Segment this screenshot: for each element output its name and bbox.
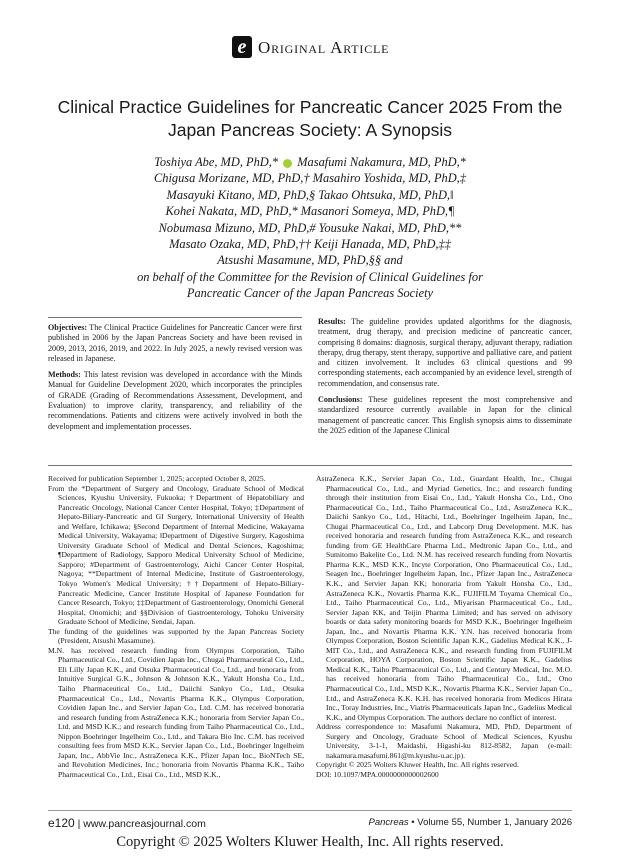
author-line: Chigusa Morizane, MD, PhD,† Masahiro Yoshida, MD, PhD,‡ <box>154 171 466 186</box>
author-line: Atsushi Masamune, MD, PhD,§§ and <box>217 253 403 268</box>
journal-issue: • Volume 55, Number 1, January 2026 <box>411 817 572 828</box>
footer-left <box>48 816 206 830</box>
objectives-text: The Clinical Practice Guidelines for Pancreatic Cancer were first published in 2006 by the Japan Pancreas Society and have been revised in 2009, 2013, 2016, 2019, and 2022. In July 2025, a newly revised version was released in Japanese. <box>48 323 302 363</box>
article-type-label: Original Article <box>258 38 390 57</box>
footnote-copyright: Copyright © 2025 Wolters Kluwer Health, Inc. All rights reserved. <box>316 760 519 770</box>
author-line <box>60 154 560 170</box>
author-line: Nobumasa Mizuno, MD, PhD,# Yousuke Nakai, MD, PhD,** <box>158 220 462 235</box>
footer-right <box>369 817 572 828</box>
journal-website-link[interactable]: www.pancreasjournal.com <box>83 818 206 830</box>
abstract-right-column <box>318 317 572 442</box>
footer-separator: | <box>77 818 81 830</box>
footnote-affiliations: From the *Department of Surgery and Oncology, Graduate School of Medical Sciences, Kyushu University, Fukuoka; †Department of Hepatobiliary and Pancreatic Oncology, National Cancer Center Hospital, Tokyo; ‡Department of Hepato-Biliary-Pancreatic and GI Surgery, International University of Health and Welfare, Ichikawa; §Second Department of Internal Medicine, Wakayama Medical University, Wakayama; ‖Department of Digestive Surgery, Kagoshima University Graduate School of Medical and Dental Sciences, Kagoshima; ¶Department of Radiology, Sapporo Medical University School of Medicine, Sapporo; #Department of Gastroenterology, Aichi Cancer Center Hospital, Nagoya; **Department of Internal Medicine, Institute of Gastroenterology, Tokyo Women's Medical University; ††Department of Hepato-Biliary-Pancreatic Medicine, Cancer Institute Hospital of Japanese Foundation for Cancer Research, Tokyo; ‡‡Department of Gastroenterology, Onomichi General Hospital, Onomichi; and §§Division of Gastroenterology, Tohoku University Graduate School of Medicine, Sendai, Japan. <box>48 483 304 627</box>
footnotes-left-column <box>48 474 304 780</box>
author-line: Kohei Nakata, MD, PhD,* Masanori Someya, MD, PhD,¶ <box>165 204 455 219</box>
footnote-disclosures: M.N. has received research funding from Olympus Corporation, Taiho Pharmaceutical Co., Ltd., Covidien Japan Inc., Chugai Pharmaceutical Co., Ltd., Eli Lilly Japan K.K., and Otsuka Pharmaceutical Co., Ltd., and honoraria from Intuitive Surgical G.K., Johnson & Johnson K.K., Yakult Honsha Co., Ltd., Taiho Pharmaceutical Co., Ltd., Daiichi Sankyo Co., Ltd., Otsuka Pharmaceutical Co., Ltd., Novartis Pharma K.K., Olympus Corporation, Covidien Japan Inc., and Servier Japan Co., Ltd. C.M. has received honoraria and research funding from AstraZeneca K.K.; honoraria from Servier Japan Co., Ltd. and MSD K.K.; and research funding from Taiho Pharmaceutical Co., Ltd., Nippon Boehringer Ingelheim Co., Ltd., and Takara Bio Inc. C.M. has received consulting fees from MSD K.K., Servier Japan Co., Ltd., Boehringer Ingelheim Japan, Inc., AbbVie Inc., AstraZeneca K.K., Pfizer Japan Inc., BioNTech SE, and Revolution Medicines, Inc.; honoraria from Novartis Pharma K.K., Taiho Pharmaceutical Co., Ltd., Eisai Co., Ltd., MSD K.K., <box>48 645 304 779</box>
abstract-top-rule <box>48 317 302 318</box>
orcid-icon[interactable] <box>283 159 292 168</box>
footnote-separator <box>48 465 572 466</box>
results-text: The guideline provides updated algorithms for the diagnosis, treatment, drug therapy, and precision medicine of pancreatic cancer, comprising 8 domains: diagnosis, surgical therapy, adjuvant therapy, radiation therapy, drug therapy, stent therapy, supportive and palliative care, and patient and citizen involvement. It includes 63 clinical questions and 99 corresponding statements, each accompanied by an evidence level, strength of recommendation, and consensus rate. <box>318 317 572 388</box>
methods-label: Methods: <box>48 370 81 380</box>
footnote-disclosures-continued: AstraZeneca K.K., Servier Japan Co., Ltd., Guardant Health, Inc., Chugai Pharmaceutical Co., Ltd., and Myriad Genetics, Inc.; and research funding through their institution from Eisai Co., Ltd., Yakult Honsha Co., Ltd., Ono Pharmaceutical Co., Ltd., Taiho Pharmaceutical Co., Ltd., AstraZeneca K.K., Daiichi Sankyo Co., Ltd., Hitachi, Ltd., Boehringer Ingelheim Japan, Inc., Chugai Pharmaceutical Co., Ltd., and Labcorp Drug Development. M.K. has received honoraria and research funding from AstraZeneca K.K., and research funding from GE HealthCare Pharma Ltd., Medtronic Japan Co., Ltd., and Sumitomo Bakelite Co., Ltd. N.M. has received research funding from Novartis Pharma K.K., MSD K.K., Incyte Corporation, Ono Pharmaceutical Co., Ltd., Seagen Inc., Boehringer Ingelheim Japan, Inc., Pfizer Japan Inc., AstraZeneca K.K., and Servier Japan KK; honoraria from Yakult Honsha Co., Ltd., AstraZeneca K.K., Novartis Pharma K.K., FUJIFILM Toyama Chemical Co., Ltd., Taiho Pharmaceutical Co., Ltd., Miyarisan Pharmaceutical Co., Ltd., Servier Japan KK, and Teijin Pharma Limited; and has served on advisory boards or data safety monitoring boards for MSD K.K., Boehringer Ingelheim Japan, Inc., and Novartis Pharma K.K. Y.N. has received honoraria from Olympus Corporation, Boston Scientific Japan K.K., Gadelius Medical K.K., J-MIT Co., Ltd., and AstraZeneca K.K., and research funding from FUJIFILM Corporation, HOYA Corporation, Boston Scientific Japan K.K., Gadelius Medical K.K., Taiho Pharmaceutical Co., Ltd., and Century Medical, Inc. M.O. has received honoraria from Taiho Pharmaceutical Co., Ltd., Ono Pharmaceutical Co., Ltd., MSD K.K., Novartis Pharma K.K., Servier Japan Co., Ltd., and AstraZeneca K.K. K.H. has received honoraria from Medicos Hirata Inc., Toray Industries, Inc., Viatris Pharmaceuticals Japan Inc., Gadelius Medical K.K., and Olympus Corporation. The authors declare no conflict of interest. <box>316 474 572 722</box>
abstract-conclusions <box>318 395 572 436</box>
committee-line: Pancreatic Cancer of the Japan Pancreas Society <box>186 286 434 301</box>
author-list <box>60 154 560 302</box>
footnote-funding: The funding of the guidelines was supported by the Japan Pancreas Society (President, Atsushi Masamune). <box>48 626 304 646</box>
abstract-results <box>318 317 572 389</box>
objectives-label: Objectives: <box>48 323 88 332</box>
article-header <box>0 36 620 60</box>
conclusions-label: Conclusions: <box>318 395 363 405</box>
author-name: Toshiya Abe, MD, PhD,* <box>154 155 279 169</box>
footnote-correspondence: Address correspondence to: Masafumi Nakamura, MD, PhD, Department of Surgery and Oncology, Graduate School of Medical Sciences, Kyushu University, 3-1-1, Maidashi, Higashi-ku 812-8582, Japan (e-mail: nakamura.masafumi.861@m.kyushu-u.ac.jp). <box>316 722 572 760</box>
article-title: Clinical Practice Guidelines for Pancreatic Cancer 2025 From the Japan Pancreas Society: A Synopsis <box>57 97 563 140</box>
journal-name: Pancreas <box>368 817 409 828</box>
copyright-notice: Copyright © 2025 Wolters Kluwer Health, Inc. All rights reserved. <box>116 834 504 850</box>
footnote-received: Received for publication September 1, 2025; accepted October 8, 2025. <box>48 474 266 483</box>
e-logo-icon: e <box>232 36 252 58</box>
author-name: Masafumi Nakamura, MD, PhD,* <box>297 155 466 169</box>
abstract-methods <box>48 370 302 432</box>
footer-rule <box>48 810 572 811</box>
committee-line: on behalf of the Committee for the Revision of Clinical Guidelines for <box>137 269 483 284</box>
abstract-left-column <box>48 323 302 438</box>
methods-text: This latest revision was developed in accordance with the Minds Manual for Guideline Development 2020, which incorporates the principles of GRADE (Grading of Recommendations Assessment, Development, and Evaluation) to improve clarity, transparency, and reliability of the recommendations. Patients and citizens were actively involved in both the development and implementation processes. <box>48 370 302 431</box>
page-number: e120 <box>48 816 75 830</box>
results-label: Results: <box>318 317 346 326</box>
footnotes-right-column <box>316 474 572 780</box>
author-line: Masato Ozaka, MD, PhD,†† Keiji Hanada, MD, PhD,‡‡ <box>169 237 451 252</box>
footnote-doi: DOI: 10.1097/MPA.0000000000002600 <box>316 769 439 779</box>
author-line: Masayuki Kitano, MD, PhD,§ Takao Ohtsuka, MD, PhD,‖ <box>166 187 454 202</box>
conclusions-text: These guidelines represent the most comprehensive and standardized resource currently available in Japan for the clinical management of pancreatic cancer. This English synopsis aims to disseminate the 2025 edition of the Japanese Clinical <box>318 395 572 435</box>
abstract-objectives <box>48 323 302 364</box>
